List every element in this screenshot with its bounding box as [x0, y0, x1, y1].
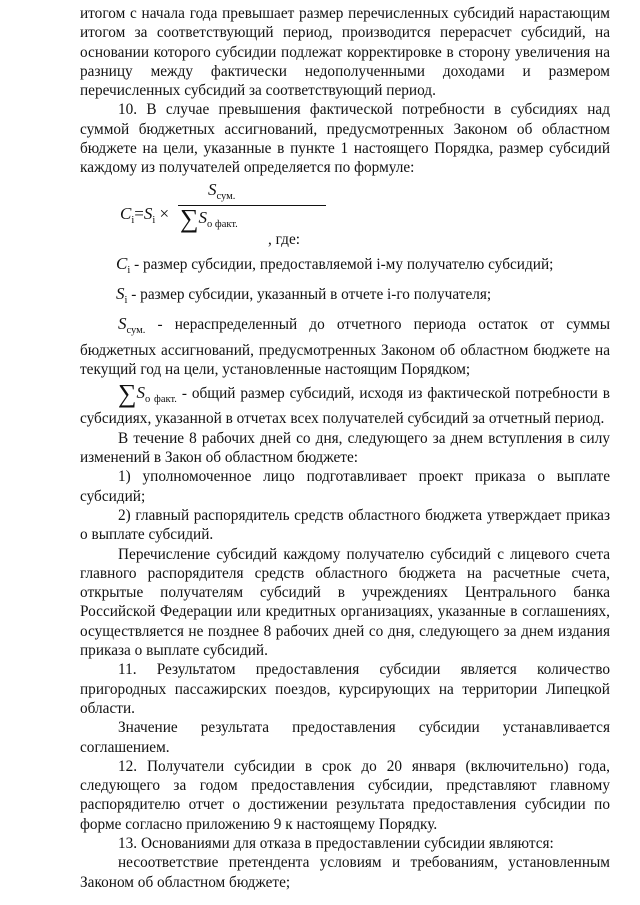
- paragraph-10: 10. В случае превышения фактической потребности в субсидиях над суммой бюджетных ассигнований, предусмотренных Законом об областном бюджете на цели, указанные в пункте 1 настоящего Порядка, размер субсидий каждому из получателей определяется по формуле:: [80, 101, 610, 177]
- symbol-s: $S_i$: [116, 283, 128, 306]
- formula: [80, 179, 610, 252]
- fraction-bar: [178, 205, 326, 206]
- document-page: [80, 4, 610, 892]
- paragraph-transfer: Перечисление субсидий каждому получателю субсидий с лицевого счета главного распорядителя средств областного бюджета на расчетные счета, открытые получателям субсидий в учреждениях Центрального банка Российской Федерации или кредитных организациях, указанные в соглашениях, осуществляется не позднее 8 рабочих дней со дня, следующего за днем издания приказа о выплате субсидий.: [80, 545, 610, 660]
- formula-denominator: $\sum S_{о факт.}$: [180, 203, 238, 233]
- paragraph-11: 11. Результатом предоставления субсидии является количество пригородных пассажирских поездов, курсирующих на территории Липецкой области.: [80, 661, 610, 717]
- paragraph-13-a: несоответствие претендента условиям и требованиям, установленным Законом об областном бюджете;: [80, 854, 610, 891]
- paragraph-recalculation: итогом с начала года превышает размер перечисленных субсидий нарастающим итогом за соответствующий период, производится перерасчет субсидий, на основании которого субсидии подлежат корректировке в сторону увеличения на разницу между фактически недополученными доходами и размером перечисленных субсидий за соответствующий период.: [80, 5, 610, 100]
- definition-s: $S_i$ - размер субсидии, указанный в отчете i-го получателя;: [116, 283, 492, 306]
- formula-numerator: $S_{сум.}$: [208, 179, 236, 202]
- paragraph-12: 12. Получатели субсидии в срок до 20 января (включительно) года, следующего за годом предоставления субсидии, представляют главному распорядителю отчет о достижении результата предоставления субсидии по форме согласно приложению 9 к настоящему Порядку.: [80, 757, 610, 833]
- paragraph-8-days: В течение 8 рабочих дней со дня, следующего за днем вступления в силу изменений в Закон об областном бюджете:: [80, 429, 610, 467]
- symbol-c: $C_i$: [116, 253, 131, 276]
- definition-sum: $\sum S_{о факт.}$ - общий размер субсидий, исходя из фактической потребности в субсидиях, указанной в отчетах всех получателей субсидий за отчетный период.: [80, 379, 610, 428]
- definition-s-sum: $S_{сум.}$ - нераспределенный до отчетного периода остаток от суммы бюджетных ассигнований, предусмотренных Законом об областном бюджете на текущий год на цели, установленные настоящим Порядком;: [80, 314, 610, 378]
- list-item-1: 1) уполномоченное лицо подготавливает проект приказа о выплате субсидий;: [80, 468, 610, 505]
- formula-lhs: $C_i=S_i$ ×: [120, 203, 170, 226]
- paragraph-13: 13. Основаниями для отказа в предоставлении субсидии являются:: [118, 834, 554, 852]
- formula-where: , где:: [268, 230, 300, 248]
- list-item-2: 2) главный распорядитель средств областного бюджета утверждает приказ о выплате субсидий.: [80, 506, 610, 544]
- symbol-sum: $\sum S_{о факт.}$: [118, 379, 177, 409]
- paragraph-11-value: Значение результата предоставления субсидии устанавливается соглашением.: [80, 719, 610, 756]
- symbol-s-sum: $S_{сум.}$: [118, 314, 146, 337]
- definition-c: $C_i$ - размер субсидии, предоставляемой i-му получателю субсидий;: [116, 253, 554, 276]
